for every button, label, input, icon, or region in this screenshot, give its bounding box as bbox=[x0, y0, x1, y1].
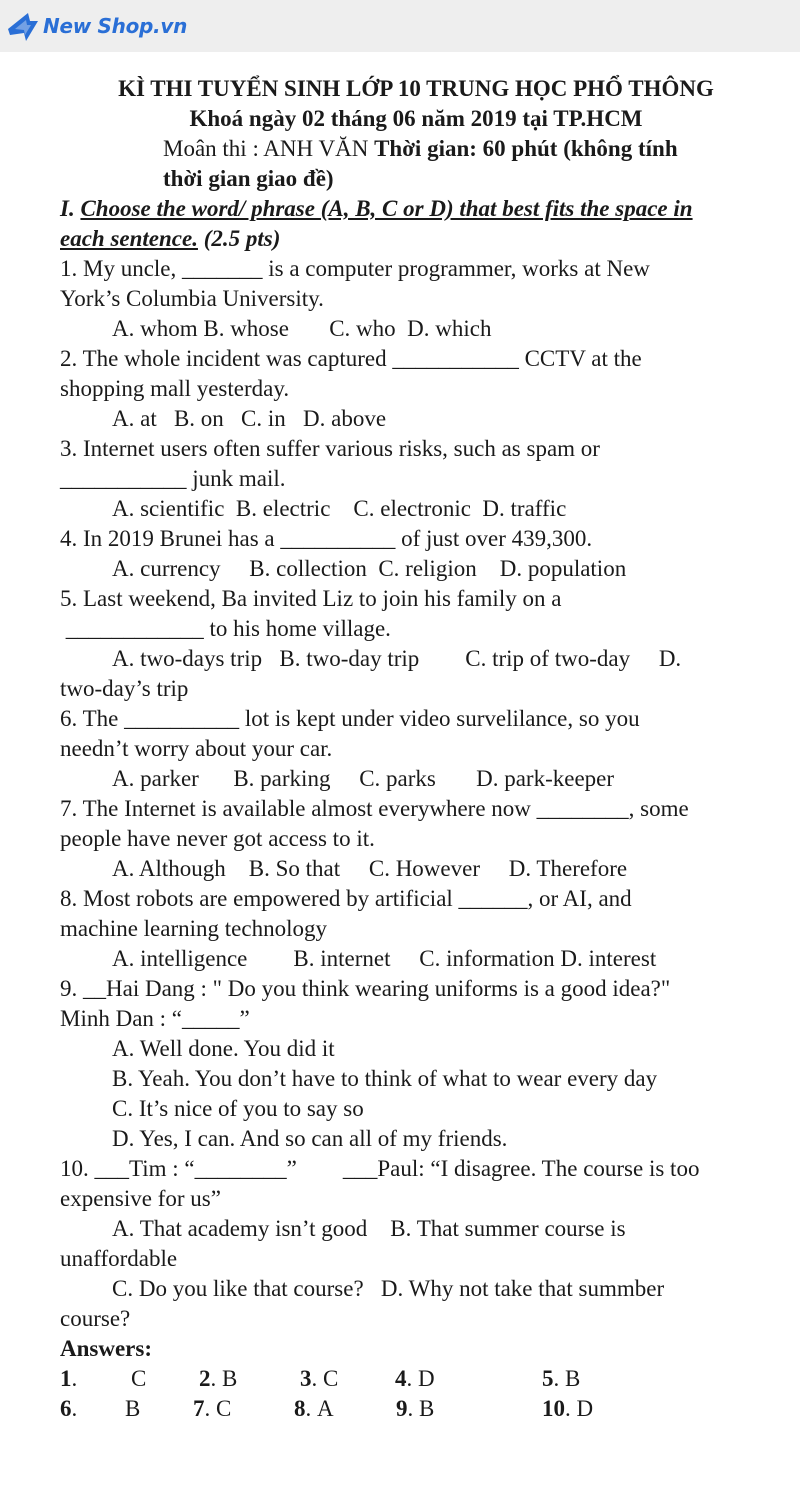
answer-number: 2 bbox=[199, 1366, 211, 1391]
top-banner bbox=[0, 0, 800, 52]
question-10-options-ab-cont: unaffordable bbox=[60, 1246, 178, 1271]
question-8: 8. Most robots are empowered by artificial ______, or AI, and bbox=[60, 886, 632, 911]
answer-dot: . bbox=[210, 1366, 222, 1391]
question-9-option-b: B. Yeah. You don’t have to think of what to wear every day bbox=[112, 1066, 658, 1091]
answer-value: D bbox=[418, 1366, 435, 1391]
answer-dot: . bbox=[406, 1366, 418, 1391]
answer-item bbox=[395, 1364, 542, 1394]
question-8-cont: machine learning technology bbox=[60, 916, 327, 941]
answer-value: B bbox=[419, 1396, 435, 1421]
subject-label: Moân thi : ANH VĂN bbox=[163, 136, 375, 161]
question-1: 1. My uncle, _______ is a computer programmer, works at New bbox=[60, 256, 650, 281]
section-points: (2.5 pts) bbox=[197, 226, 281, 251]
question-1-options: A. whom B. whose C. who D. which bbox=[112, 316, 492, 341]
answer-dot: . bbox=[553, 1366, 565, 1391]
answer-value: C bbox=[323, 1366, 339, 1391]
question-10-options-cd: C. Do you like that course? D. Why not take that summber bbox=[112, 1276, 665, 1301]
answer-number: 1 bbox=[60, 1366, 72, 1391]
question-7-options: A. Although B. So that C. However D. Therefore bbox=[112, 856, 628, 881]
exam-time-cont bbox=[60, 164, 772, 194]
answer-number: 7 bbox=[193, 1396, 205, 1421]
question-2-cont: shopping mall yesterday. bbox=[60, 376, 290, 401]
answer-item bbox=[542, 1394, 593, 1424]
answer-number: 3 bbox=[300, 1366, 312, 1391]
question-10: 10. ___Tim : “________” ___Paul: “I disagree. The course is too bbox=[60, 1156, 700, 1181]
answers-row-1 bbox=[60, 1364, 772, 1394]
question-6-cont: needn’t worry about your car. bbox=[60, 736, 333, 761]
site-logo[interactable] bbox=[6, 8, 187, 44]
answer-number: 5 bbox=[542, 1366, 554, 1391]
answer-item bbox=[193, 1394, 294, 1424]
question-5-options: A. two-days trip B. two-day trip C. trip of two-day D. bbox=[112, 646, 682, 671]
answer-number: 9 bbox=[396, 1396, 408, 1421]
answer-item bbox=[60, 1394, 125, 1424]
question-3-cont: ___________ junk mail. bbox=[60, 466, 286, 491]
answer-item bbox=[542, 1364, 580, 1394]
answer-dot: . bbox=[305, 1396, 317, 1421]
answer-value: B bbox=[222, 1366, 238, 1391]
answer-item bbox=[396, 1394, 542, 1424]
exam-document bbox=[60, 74, 772, 1424]
question-2-options: A. at B. on C. in D. above bbox=[112, 406, 387, 431]
question-2: 2. The whole incident was captured ___________ CCTV at the bbox=[60, 346, 642, 371]
question-8-options: A. intelligence B. internet C. information D. interest bbox=[112, 946, 657, 971]
answer-item bbox=[199, 1364, 300, 1394]
question-9-cont: Minh Dan : “_____” bbox=[60, 1006, 250, 1031]
question-9-option-a: A. Well done. You did it bbox=[112, 1036, 335, 1061]
answer-value: C bbox=[131, 1366, 147, 1391]
answer-value: A bbox=[317, 1396, 334, 1421]
question-6: 6. The __________ lot is kept under video survelilance, so you bbox=[60, 706, 640, 731]
answer-dot: . bbox=[204, 1396, 216, 1421]
question-4: 4. In 2019 Brunei has a __________ of just over 439,300. bbox=[60, 526, 593, 551]
logo-arrow-icon bbox=[6, 9, 40, 43]
question-10-options-cd-cont: course? bbox=[60, 1306, 131, 1331]
question-10-options-ab: A. That academy isn’t good B. That summer course is bbox=[112, 1216, 626, 1241]
question-9: 9. __Hai Dang : " Do you think wearing uniforms is a good idea?" bbox=[60, 976, 671, 1001]
answers-heading bbox=[60, 1334, 772, 1364]
section-heading-cont bbox=[60, 224, 772, 254]
section-heading bbox=[60, 194, 772, 224]
question-3: 3. Internet users often suffer various risks, such as spam or bbox=[60, 436, 600, 461]
question-3-options: A. scientific B. electric C. electronic D. traffic bbox=[112, 496, 567, 521]
answer-item bbox=[294, 1394, 396, 1424]
section-instruction-end: each sentence. bbox=[60, 226, 198, 251]
answer-item bbox=[60, 1364, 131, 1394]
question-5-cont: ____________ to his home village. bbox=[60, 616, 391, 641]
answer-dot: . bbox=[71, 1366, 78, 1391]
answer-dot: . bbox=[71, 1396, 78, 1421]
exam-title: KÌ THI TUYỂN SINH LỚP 10 TRUNG HỌC PHỔ THÔNG bbox=[118, 76, 714, 101]
answer-item bbox=[300, 1364, 395, 1394]
exam-time-cont-text: thời gian giao đề) bbox=[163, 166, 334, 191]
question-5: 5. Last weekend, Ba invited Liz to join his family on a bbox=[60, 586, 562, 611]
question-4-options: A. currency B. collection C. religion D. population bbox=[112, 556, 627, 581]
answers-row-2 bbox=[60, 1394, 772, 1424]
answers-label: Answers: bbox=[60, 1336, 152, 1361]
section-instruction: Choose the word/ phrase (A, B, C or D) that best fits the space in bbox=[80, 196, 693, 221]
answer-dot: . bbox=[311, 1366, 323, 1391]
question-9-option-d: D. Yes, I can. And so can all of my friends. bbox=[112, 1126, 508, 1151]
logo-text: New Shop.vn bbox=[43, 14, 188, 38]
question-7: 7. The Internet is available almost everywhere now ________, some bbox=[60, 796, 689, 821]
answer-value: B bbox=[565, 1366, 581, 1391]
section-number: I. bbox=[60, 196, 81, 221]
question-6-options: A. parker B. parking C. parks D. park-keeper bbox=[112, 766, 615, 791]
answer-dot: . bbox=[565, 1396, 577, 1421]
answer-number: 4 bbox=[395, 1366, 407, 1391]
answer-number: 10 bbox=[542, 1396, 565, 1421]
question-9-option-c: C. It’s nice of you to say so bbox=[112, 1096, 364, 1121]
answer-value: B bbox=[125, 1396, 141, 1421]
answer-dot: . bbox=[407, 1396, 419, 1421]
question-1-cont: York’s Columbia University. bbox=[60, 286, 324, 311]
question-5-options-cont: two-day’s trip bbox=[60, 676, 189, 701]
answer-value: D bbox=[576, 1396, 594, 1421]
answer-number: 8 bbox=[294, 1396, 306, 1421]
question-7-cont: people have never got access to it. bbox=[60, 826, 375, 851]
question-10-cont: expensive for us” bbox=[60, 1186, 221, 1211]
answer-number: 6 bbox=[60, 1396, 72, 1421]
exam-time: Thời gian: 60 phút (không tính bbox=[374, 136, 678, 161]
exam-subject bbox=[60, 134, 772, 164]
answer-value: C bbox=[216, 1396, 232, 1421]
exam-date: Khoá ngày 02 tháng 06 năm 2019 tại TP.HCM bbox=[189, 106, 643, 131]
